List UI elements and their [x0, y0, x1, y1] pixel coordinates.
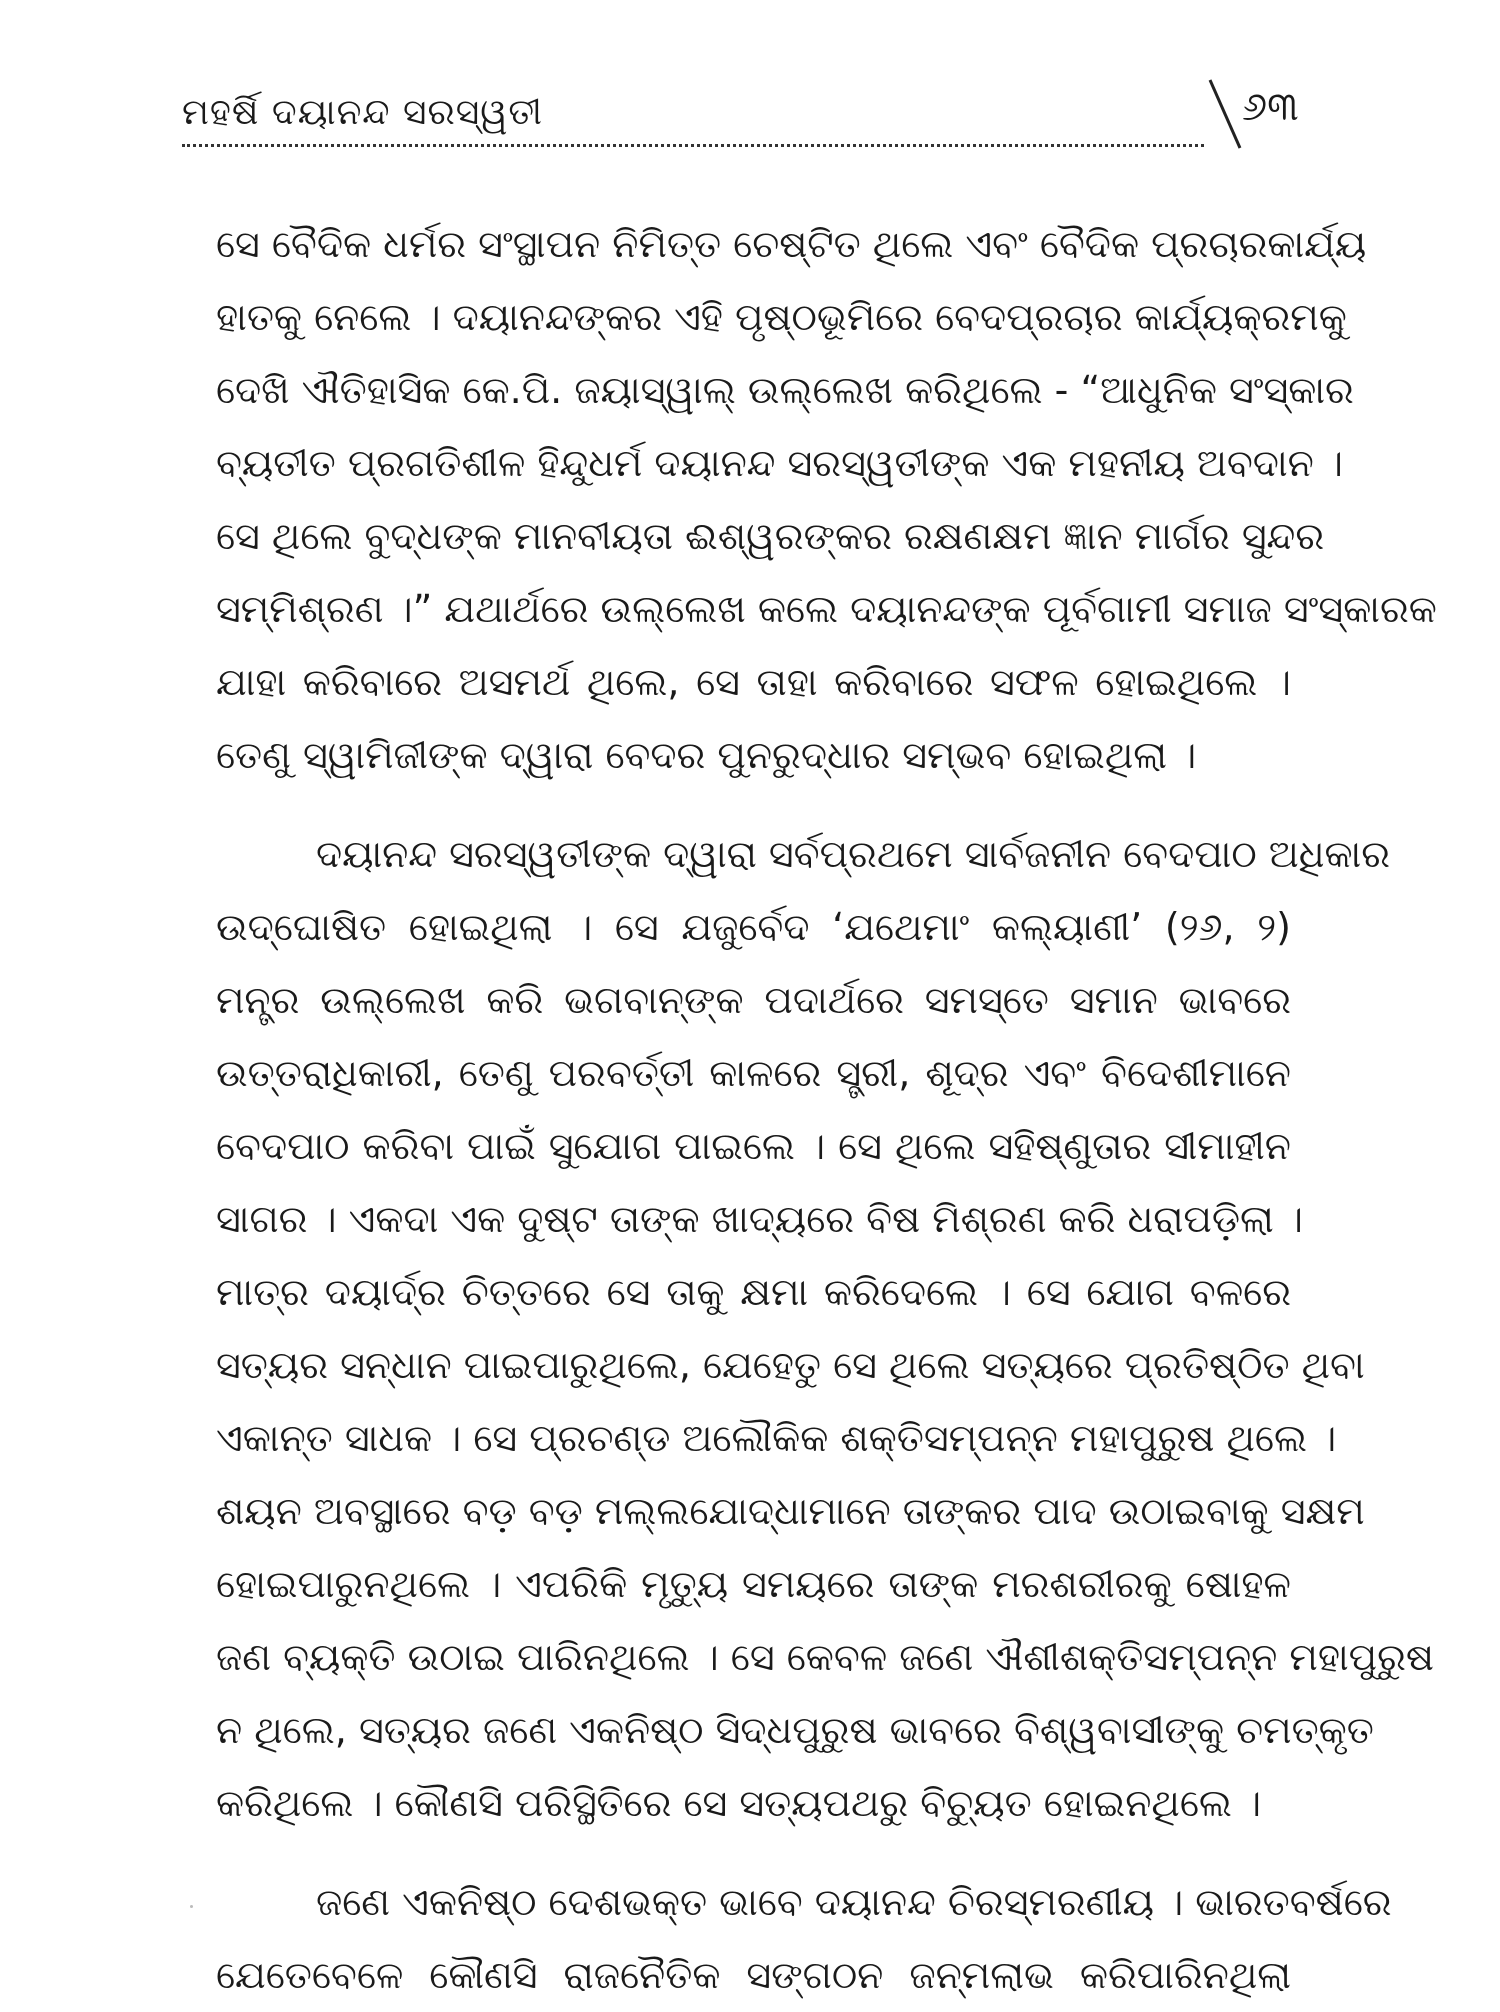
text-line: ନ ଥିଲେ, ସତ୍ୟର ଜଣେ ଏକନିଷ୍ଠ ସିଦ୍ଧପୁରୁଷ ଭାବରେ ବିଶ୍ୱବାସୀଙ୍କୁ ଚମତ୍କୃତ: [216, 1708, 1374, 1752]
text-line: ଯେତେବେଳେ କୌଣସି ରାଜନୈତିକ ସଙ୍ଗଠନ ଜନ୍ମଲାଭ କରିପାରିନଥିଲା: [216, 1953, 1291, 1997]
paragraph-gap: [216, 792, 1291, 818]
running-head: [182, 78, 1299, 158]
paragraph-2: [216, 818, 1434, 1840]
text-line: ଯାହା କରିବାରେ ଅସମର୍ଥ ଥିଲେ, ସେ ତାହା କରିବାରେ ସଫଳ ହୋଇଥିଲେ ।: [216, 660, 1291, 704]
text-line: ସେ ବୈଦିକ ଧର୍ମର ସଂସ୍ଥାପନ ନିମିତ୍ତ ଚେଷ୍ଟିତ ଥିଲେ ଏବଂ ବୈଦିକ ପ୍ରଚାରକାର୍ଯ୍ୟ: [216, 222, 1367, 266]
text-line: ସମ୍ମିଶ୍ରଣ ।” ଯଥାର୍ଥରେ ଉଲ୍ଲେଖ କଲେ ଦୟାନନ୍ଦଙ୍କ ପୂର୍ବଗାମୀ ସମାଜ ସଂସ୍କାରକ: [216, 587, 1437, 631]
text-line: ମାତ୍ର ଦୟାର୍ଦ୍ର ଚିତ୍ତରେ ସେ ତାକୁ କ୍ଷମା କରିଦେଲେ । ସେ ଯୋଗ ବଳରେ: [216, 1270, 1291, 1314]
text-line: ଦେଖି ଐତିହାସିକ କେ.ପି. ଜୟାସ୍ୱାଲ୍ ଉଲ୍ଲେଖ କରିଥିଲେ - “ଆଧୁନିକ ସଂସ୍କାର: [216, 368, 1354, 412]
text-line: ବ୍ୟତୀତ ପ୍ରଗତିଶୀଳ ହିନ୍ଦୁଧର୍ମ ଦୟାନନ୍ଦ ସରସ୍ୱତୀଙ୍କ ଏକ ମହନୀୟ ଅବଦାନ ।: [216, 441, 1343, 485]
paragraph-gap: [216, 1840, 1291, 1866]
text-line: ଦୟାନନ୍ଦ ସରସ୍ୱତୀଙ୍କ ଦ୍ୱାରା ସର୍ବପ୍ରଥମେ ସାର୍ବଜନୀନ ବେଦପାଠ ଅଧିକାର: [316, 832, 1391, 876]
text-line: ସତ୍ୟର ସନ୍ଧାନ ପାଇପାରୁଥିଲେ, ଯେହେତୁ ସେ ଥିଲେ ସତ୍ୟରେ ପ୍ରତିଷ୍ଠିତ ଥିବା: [216, 1343, 1365, 1387]
paragraph-3: [216, 1866, 1392, 2012]
text-line: ଏକାନ୍ତ ସାଧକ । ସେ ପ୍ରଚଣ୍ଡ ଅଲୌକିକ ଶକ୍ତିସମ୍ପନ୍ନ ମହାପୁରୁଷ ଥିଲେ ।: [216, 1416, 1337, 1460]
body-text: [216, 208, 1437, 2012]
paragraph-1: [216, 208, 1437, 792]
paper-speck: [190, 1905, 193, 1908]
text-line: ସାଗର । ଏକଦା ଏକ ଦୁଷ୍ଟ ତାଙ୍କ ଖାଦ୍ୟରେ ବିଷ ମିଶ୍ରଣ କରି ଧରାପଡ଼ିଲା ।: [216, 1197, 1303, 1241]
text-line: ମନ୍ତ୍ର ଉଲ୍ଲେଖ କରି ଭଗବାନ୍‌ଙ୍କ ପଦାର୍ଥରେ ସମସ୍ତେ ସମାନ ଭାବରେ: [216, 978, 1291, 1022]
dotted-header-rule: [182, 144, 1204, 147]
text-line: ଶୟନ ଅବସ୍ଥାରେ ବଡ଼ ବଡ଼ ମଲ୍ଲଯୋଦ୍ଧାମାନେ ତାଙ୍କର ପାଦ ଉଠାଇବାକୁ ସକ୍ଷମ: [216, 1489, 1365, 1533]
text-line: ଜଣ ବ୍ୟକ୍ତି ଉଠାଇ ପାରିନଥିଲେ । ସେ କେବଳ ଜଣେ ଐଶୀଶକ୍ତିସମ୍ପନ୍ନ ମହାପୁରୁଷ: [216, 1635, 1434, 1679]
text-line: ଜଣେ ଏକନିଷ୍ଠ ଦେଶଭକ୍ତ ଭାବେ ଦୟାନନ୍ଦ ଚିରସ୍ମରଣୀୟ । ଭାରତବର୍ଷରେ: [316, 1880, 1392, 1924]
header-slash-divider: [1204, 78, 1244, 150]
running-title: ମହର୍ଷି ଦୟାନନ୍ଦ ସରସ୍ୱତୀ: [182, 92, 543, 133]
page-number: ୬୩: [1242, 84, 1299, 130]
text-line: କରିଥିଲେ । କୌଣସି ପରିସ୍ଥିତିରେ ସେ ସତ୍ୟପଥରୁ ବିଚ୍ୟୁତ ହୋଇନଥିଲେ ।: [216, 1781, 1262, 1825]
text-line: ହୋଇପାରୁନଥିଲେ । ଏପରିକି ମୃତ୍ୟୁ ସମୟରେ ତାଙ୍କ ମରଶରୀରକୁ ଷୋହଳ: [216, 1562, 1291, 1606]
text-line: ଉତ୍ତରାଧିକାରୀ, ତେଣୁ ପରବର୍ତ୍ତୀ କାଳରେ ସ୍ତ୍ରୀ, ଶୂଦ୍ର ଏବଂ ବିଦେଶୀମାନେ: [216, 1051, 1291, 1095]
text-line: ହାତକୁ ନେଲେ । ଦୟାନନ୍ଦଙ୍କର ଏହି ପୃଷ୍ଠଭୂମିରେ ବେଦପ୍ରଚାର କାର୍ଯ୍ୟକ୍ରମକୁ: [216, 295, 1347, 339]
text-line: ସେ ଥିଲେ ବୁଦ୍ଧଙ୍କ ମାନବୀୟତା ଈଶ୍ୱରଙ୍କର ରକ୍ଷଣକ୍ଷମ ଜ୍ଞାନ ମାର୍ଗର ସୁନ୍ଦର: [216, 514, 1325, 558]
text-line: ବେଦପାଠ କରିବା ପାଇଁ ସୁଯୋଗ ପାଇଲେ । ସେ ଥିଲେ ସହିଷ୍ଣୁତାର ସୀମାହୀନ: [216, 1124, 1291, 1168]
text-line: ଉଦ୍‌ଘୋଷିତ ହୋଇଥିଲା । ସେ ଯଜୁର୍ବେଦ ‘ଯଥେମାଂ କଲ୍ୟାଣୀ’ (୨୬, ୨): [216, 905, 1291, 949]
text-line: ତେଣୁ ସ୍ୱାମିଜୀଙ୍କ ଦ୍ୱାରା ବେଦର ପୁନରୁଦ୍ଧାର ସମ୍ଭବ ହୋଇଥିଲା ।: [216, 733, 1197, 777]
